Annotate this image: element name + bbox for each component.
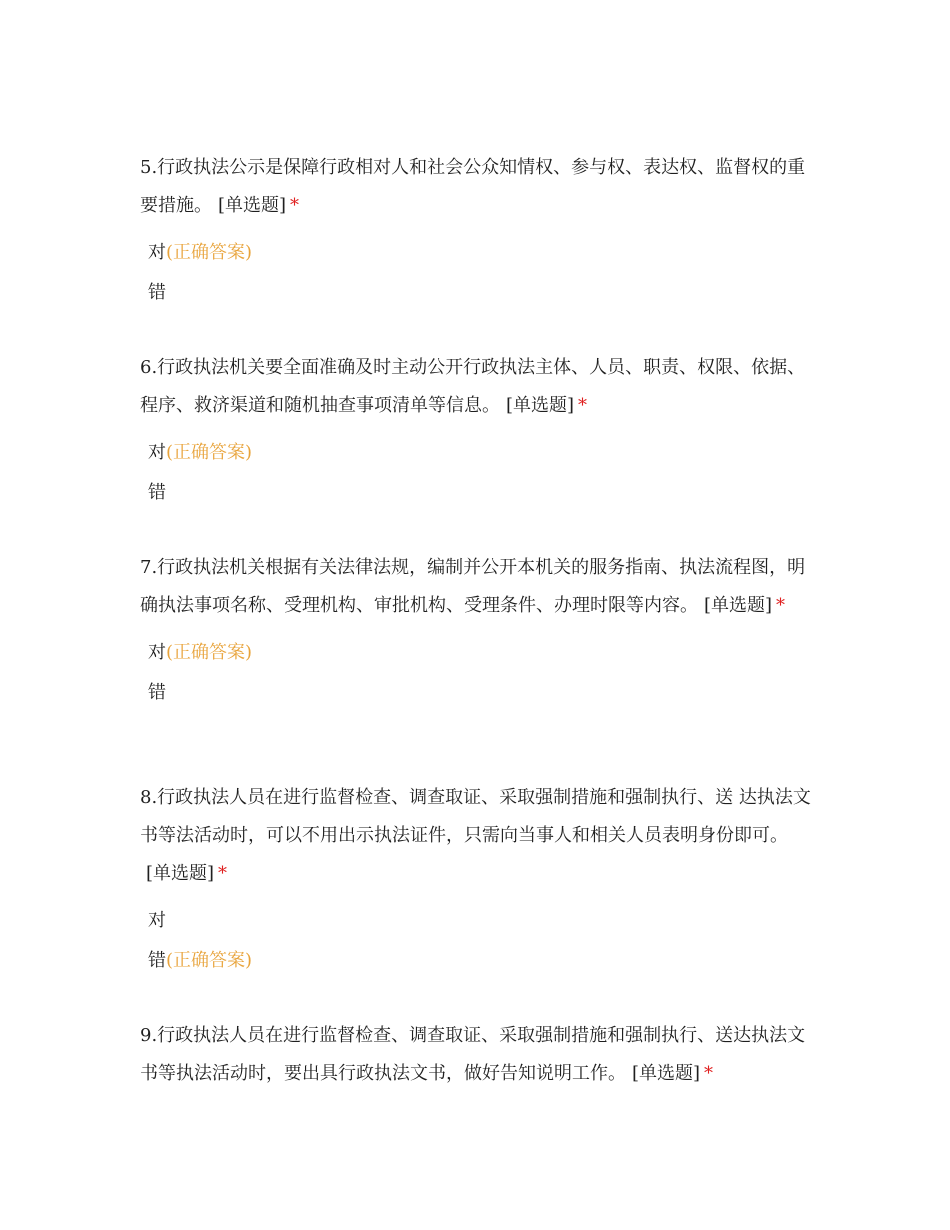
option-label: 对 — [148, 910, 166, 931]
option-false[interactable] — [140, 273, 816, 313]
question-6-options — [140, 433, 816, 513]
question-7-text: 7.行政执法机关根据有关法律法规，编制并公开本机关的服务指南、执法流程图，明确执法事项名称、受理机构、审批机构、受理条件、办理时限等内容。 — [140, 557, 806, 616]
required-mark: * — [776, 595, 786, 616]
option-label: 错 — [148, 482, 166, 503]
option-label: 对 — [148, 642, 166, 663]
correct-answer-note: (正确答案) — [166, 242, 253, 263]
required-mark: * — [704, 1063, 714, 1084]
option-true[interactable] — [140, 901, 816, 941]
option-true[interactable] — [140, 633, 816, 673]
question-8-text: 8.行政执法人员在进行监督检查、调查取证、采取强制措施和强制执行、送 达执法文书等法活动时，可以不用出示执法证件，只需向当事人和相关人员表明身份即可。 — [140, 787, 811, 846]
option-label: 对 — [148, 242, 166, 263]
required-mark: * — [290, 195, 300, 216]
option-label: 错 — [148, 682, 166, 703]
required-mark: * — [578, 395, 588, 416]
correct-answer-note: (正确答案) — [166, 642, 253, 663]
question-6 — [140, 349, 816, 513]
question-7-options — [140, 633, 816, 713]
required-mark: * — [218, 863, 228, 884]
question-8 — [140, 779, 816, 981]
question-5-text-block — [140, 149, 816, 225]
correct-answer-note: (正确答案) — [166, 950, 253, 971]
question-9-text: 9.行政执法人员在进行监督检查、调查取证、采取强制措施和强制执行、送达执法文书等执法活动时，要出具行政执法文书，做好告知说明工作。 — [140, 1025, 806, 1084]
question-5 — [140, 149, 816, 313]
question-9-type: [单选题] — [632, 1063, 701, 1084]
option-label: 错 — [148, 950, 166, 971]
question-9 — [140, 1017, 816, 1093]
question-8-type: [单选题] — [146, 863, 215, 884]
question-5-options — [140, 233, 816, 313]
correct-answer-note: (正确答案) — [166, 442, 253, 463]
option-false[interactable] — [140, 473, 816, 513]
question-8-options — [140, 901, 816, 981]
question-8-text-block — [140, 779, 816, 893]
option-true[interactable] — [140, 433, 816, 473]
question-6-text-block — [140, 349, 816, 425]
question-7-text-block — [140, 549, 816, 625]
question-5-text: 5.行政执法公示是保障行政相对人和社会公众知情权、参与权、表达权、监督权的重要措施。 — [140, 157, 806, 216]
option-label: 对 — [148, 442, 166, 463]
question-9-text-block — [140, 1017, 816, 1093]
question-7 — [140, 549, 816, 713]
option-label: 错 — [148, 282, 166, 303]
option-false[interactable] — [140, 941, 816, 981]
question-7-type: [单选题] — [704, 595, 773, 616]
question-6-type: [单选题] — [506, 395, 575, 416]
question-5-type: [单选题] — [218, 195, 287, 216]
option-true[interactable] — [140, 233, 816, 273]
question-6-text: 6.行政执法机关要全面准确及时主动公开行政执法主体、人员、职责、权限、依据、程序、救济渠道和随机抽查事项清单等信息。 — [140, 357, 806, 416]
option-false[interactable] — [140, 673, 816, 713]
